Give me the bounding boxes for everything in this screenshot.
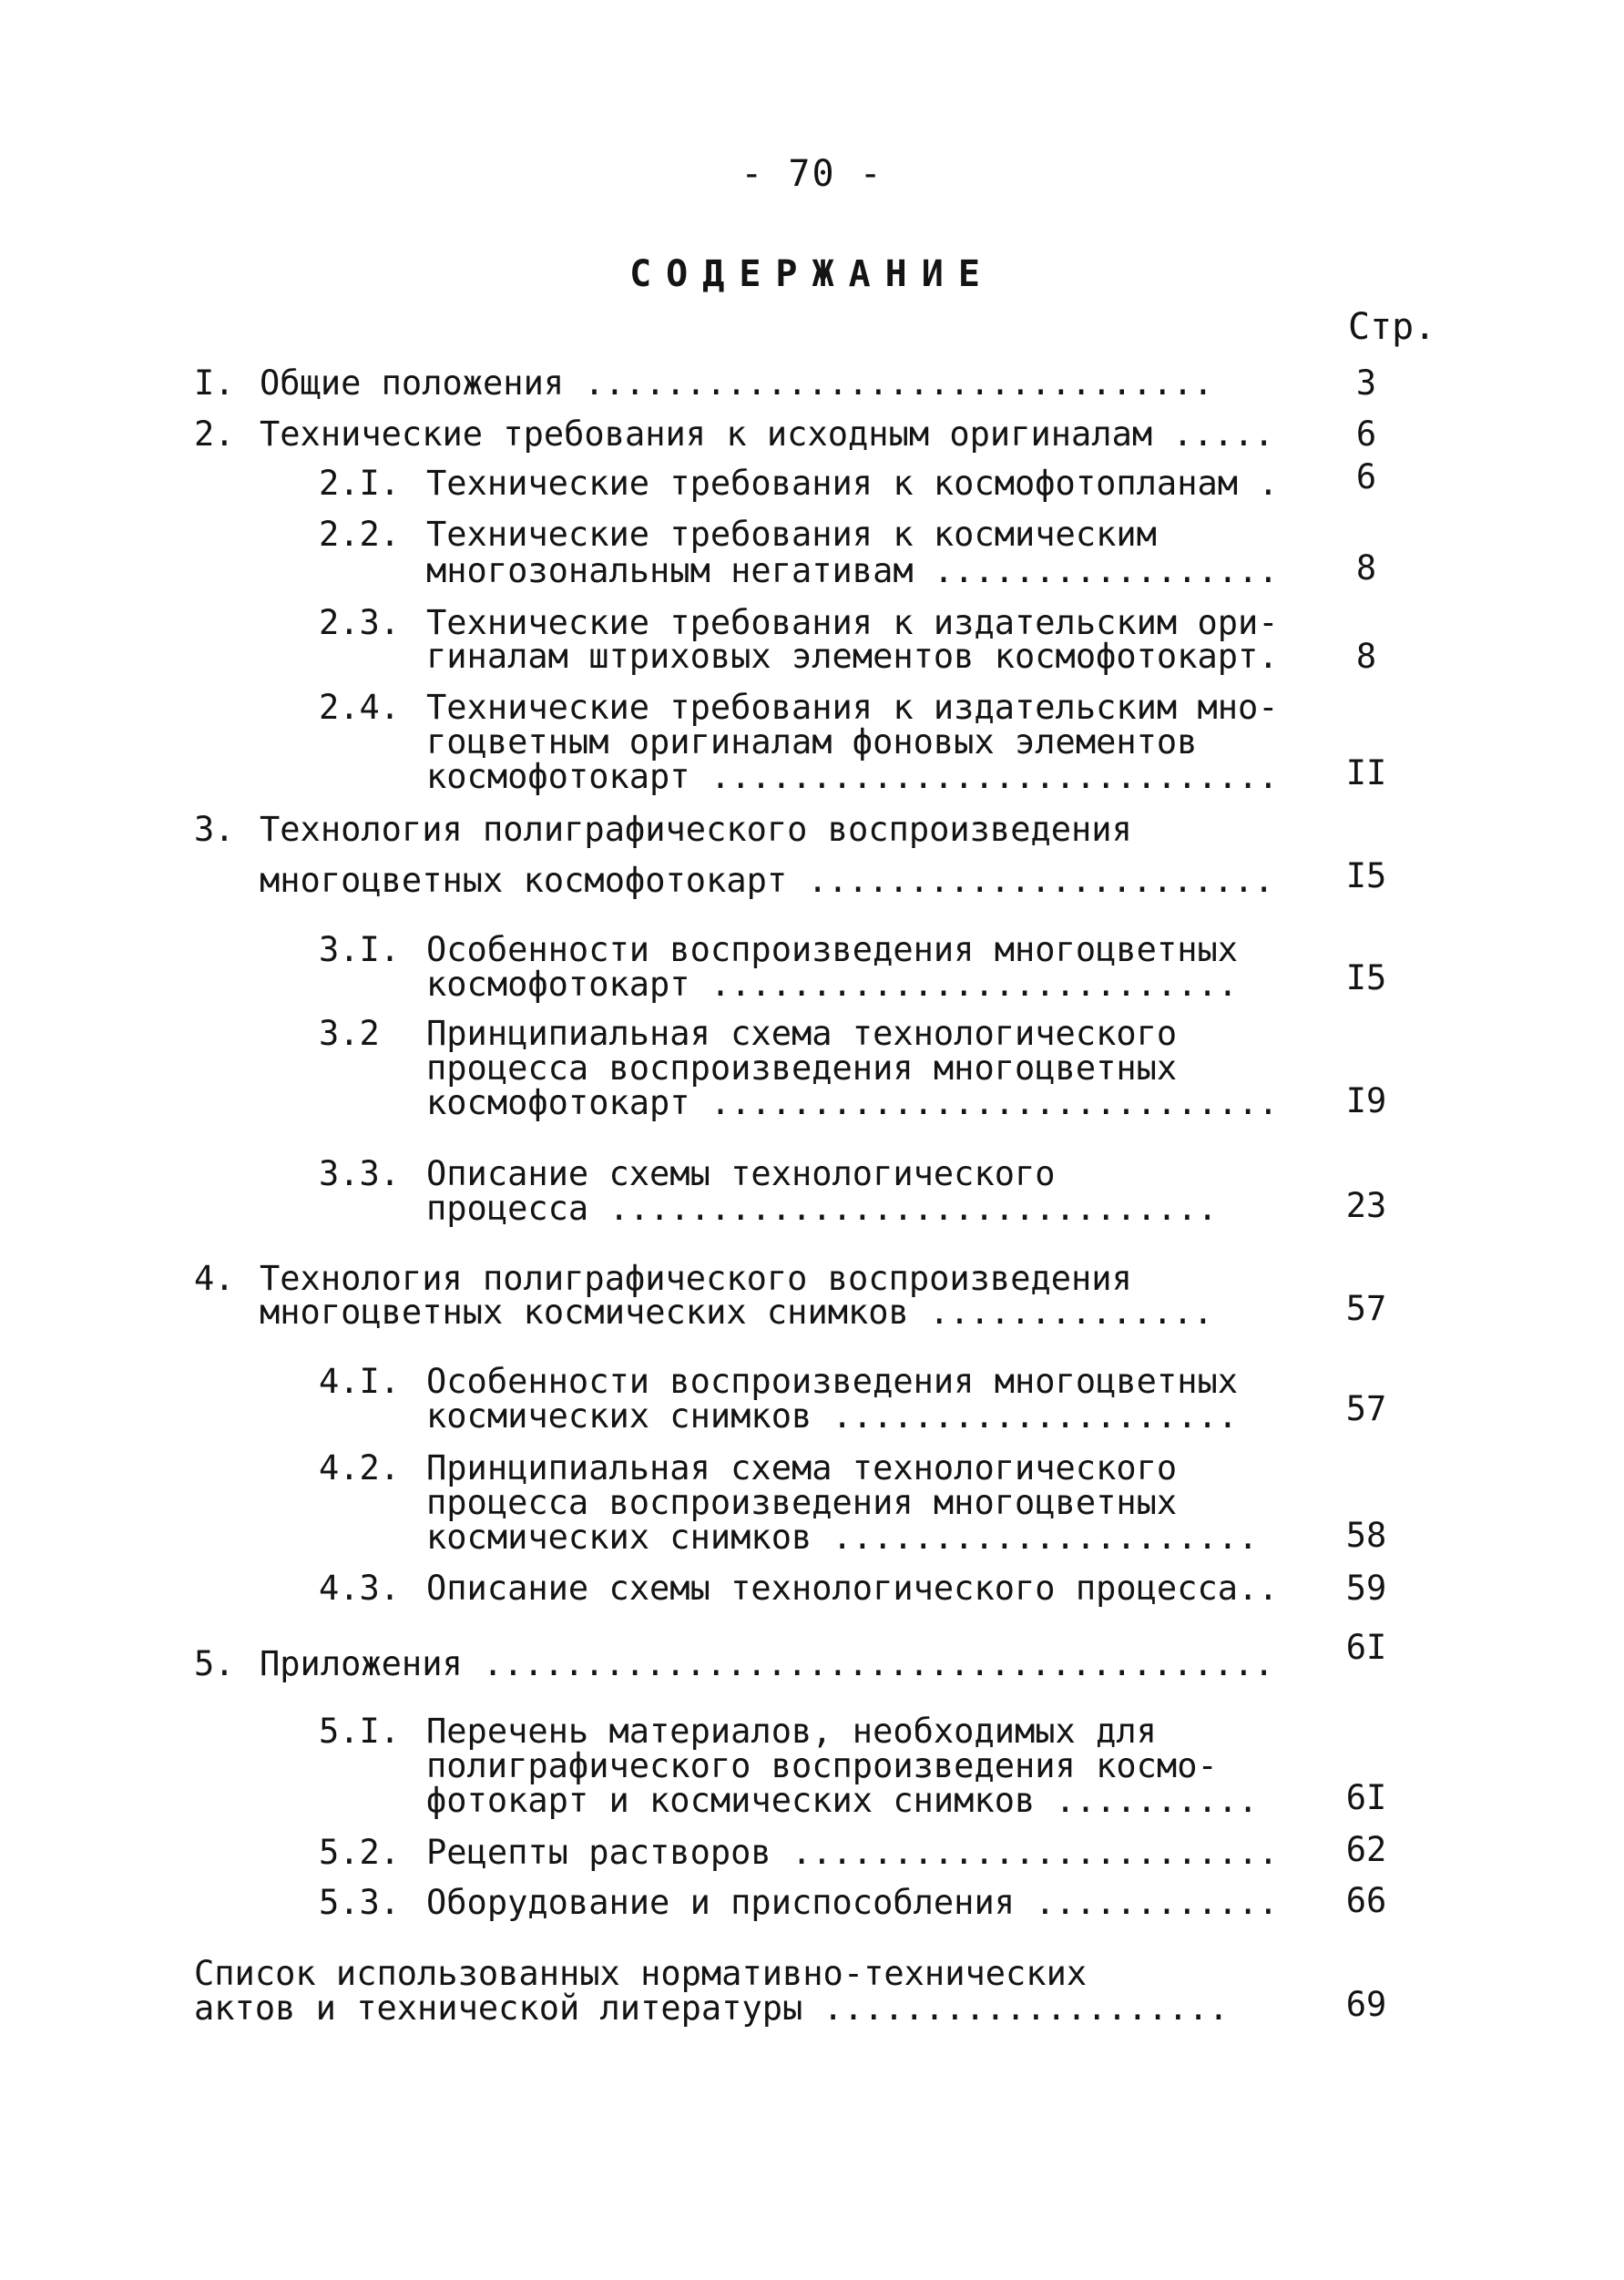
toc-entry-page: 6I <box>1345 1778 1387 1817</box>
toc-entry-title-line: процесса воспроизведения многоцветных <box>426 1483 1178 1522</box>
toc-entry-number: 4. <box>194 1259 235 1298</box>
toc-entry-page: 23 <box>1345 1186 1387 1225</box>
toc-entry-title-line: Технические требования к космическим <box>426 515 1157 554</box>
toc-entry-number: 3. <box>194 810 235 849</box>
toc-entry-title-line: Перечень материалов, необходимых для <box>426 1712 1157 1751</box>
toc-entry-number: 5.2. <box>319 1833 401 1872</box>
toc-entry-number: 3.3. <box>319 1154 401 1193</box>
toc-entry-title-line: космофотокарт ............................ <box>426 1083 1279 1122</box>
toc-entry-title: Оборудование и приспособления ............ <box>426 1883 1279 1922</box>
toc-entry-number: 4.3. <box>319 1569 401 1608</box>
toc-entry-page: I9 <box>1345 1081 1387 1120</box>
toc-entry-number: 2.2. <box>319 515 401 554</box>
toc-entry-title-line: гоцветным оригиналам фоновых элементов <box>426 722 1198 762</box>
toc-entry-number: I. <box>194 363 235 403</box>
toc-entry-title-line: космических снимков ..................... <box>426 1518 1259 1557</box>
toc-entry-number: 3.I. <box>319 930 401 969</box>
toc-entry-title-line: космофотокарт .......................... <box>426 965 1239 1004</box>
toc-entry-title: Технические требования к космофотопланам . <box>426 464 1279 503</box>
toc-entry-title-line: Принципиальная схема технологического <box>426 1448 1178 1488</box>
toc-entry-title-line: космофотокарт ............................ <box>426 757 1279 796</box>
toc-entry-title-line: гиналам штриховых элементов космофотокарт. <box>426 637 1279 676</box>
toc-entry-number: 4.I. <box>319 1362 401 1401</box>
toc-entry-number: 2. <box>194 414 235 454</box>
toc-entry-page: 57 <box>1345 1289 1387 1328</box>
page-title: СОДЕРЖАНИЕ <box>629 253 995 295</box>
toc-entry-title-line: Описание схемы технологического <box>426 1154 1056 1193</box>
toc-entry-title-line: процесса воспроизведения многоцветных <box>426 1048 1178 1088</box>
toc-entry-page: I5 <box>1345 958 1387 997</box>
page-number: - 70 - <box>741 153 883 195</box>
toc-entry-number: 2.4. <box>319 688 401 727</box>
toc-entry-page: I5 <box>1345 856 1387 895</box>
toc-entry-page: 6I <box>1345 1628 1387 1667</box>
toc-entry-number: 5.3. <box>319 1883 401 1922</box>
toc-entry-page: 6 <box>1355 457 1377 496</box>
toc-entry-page: 66 <box>1345 1881 1387 1920</box>
toc-entry-title-line: Список использованных нормативно-технических <box>194 1954 1088 1993</box>
toc-entry-title-line: процесса .............................. <box>426 1189 1218 1228</box>
toc-entry-title-line: многоцветных космических снимков .............. <box>260 1293 1213 1332</box>
page-column-header: Стр. <box>1348 306 1436 348</box>
toc-entry-title: Рецепты растворов ........................ <box>426 1833 1279 1872</box>
toc-entry-title-line: Принципиальная схема технологического <box>426 1014 1178 1053</box>
toc-entry-title-line: Особенности воспроизведения многоцветных <box>426 1362 1239 1401</box>
toc-entry-title-line: космических снимков .................... <box>426 1396 1239 1436</box>
toc-entry-title: Приложения ....................................... <box>260 1644 1274 1683</box>
toc-entry-title: Общие положения ............................... <box>260 363 1213 403</box>
toc-entry-title-line: Технология полиграфического воспроизведения <box>260 810 1132 849</box>
toc-entry-number: 5. <box>194 1644 235 1683</box>
toc-entry-title-line: многозональным негативам ................. <box>426 551 1279 590</box>
toc-entry-title-line: Особенности воспроизведения многоцветных <box>426 930 1239 969</box>
toc-entry-page: II <box>1345 753 1387 792</box>
toc-entry-title: Технические требования к исходным оригиналам ..... <box>260 414 1274 454</box>
toc-entry-title-line: Технические требования к издательским ори- <box>426 603 1279 642</box>
toc-entry-number: 4.2. <box>319 1448 401 1488</box>
toc-entry-page: 59 <box>1345 1569 1387 1608</box>
toc-entry-number: 2.I. <box>319 464 401 503</box>
toc-entry-page: 69 <box>1345 1985 1387 2024</box>
toc-entry-number: 5.I. <box>319 1712 401 1751</box>
toc-entry-number: 2.3. <box>319 603 401 642</box>
toc-entry-page: 8 <box>1355 637 1377 676</box>
toc-entry-title-line: фотокарт и космических снимков .......... <box>426 1781 1259 1820</box>
toc-entry-page: 8 <box>1355 548 1377 588</box>
toc-entry-page: 6 <box>1355 414 1377 454</box>
toc-entry-page: 3 <box>1355 363 1377 403</box>
toc-entry-page: 62 <box>1345 1830 1387 1869</box>
toc-entry-title-line: Технология полиграфического воспроизведения <box>260 1259 1132 1298</box>
toc-entry-number: 3.2 <box>319 1014 380 1053</box>
toc-entry-title-line: полиграфического воспроизведения космо- <box>426 1746 1218 1785</box>
toc-entry-title: Описание схемы технологического процесса.. <box>426 1569 1279 1608</box>
toc-entry-page: 58 <box>1345 1516 1387 1555</box>
toc-entry-page: 57 <box>1345 1389 1387 1428</box>
toc-entry-title-line: многоцветных космофотокарт ....................... <box>260 861 1274 900</box>
toc-entry-title-line: актов и технической литературы .................... <box>194 1989 1230 2028</box>
toc-entry-title-line: Технические требования к издательским мно- <box>426 688 1279 727</box>
